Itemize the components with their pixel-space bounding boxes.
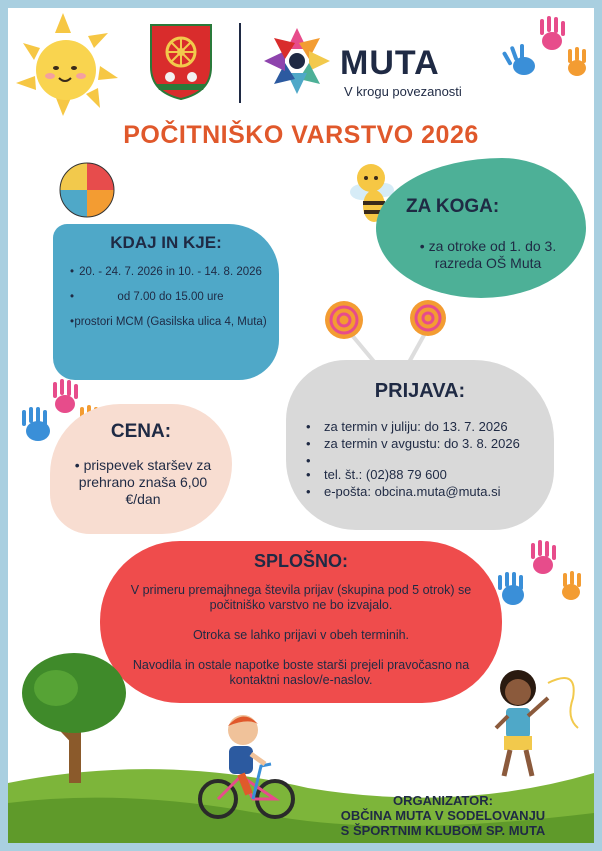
list-item: • tel. št.: (02)88 79 600 [306, 466, 556, 483]
list-item: • prostori MCM (Gasilska ulica 4, Muta) [68, 316, 273, 328]
sun-icon [8, 8, 128, 118]
cena-heading: CENA: [110, 421, 172, 442]
list-item: • za termin v avgustu: do 3. 8. 2026 [306, 435, 556, 452]
splosno-paragraph: Otroka se lahko prijavi v obeh terminih. [192, 628, 410, 642]
kdaj-in-kje-list [68, 266, 273, 341]
page-title: POČITNIŠKO VARSTVO 2026 [123, 121, 479, 149]
organizer-name: OBČINA MUTA V SODELOVANJU [340, 808, 546, 823]
za-koga-heading: ZA KOGA: [406, 196, 500, 217]
splosno-heading: SPLOŠNO: [253, 551, 348, 571]
tree-icon [16, 648, 136, 788]
header-divider [239, 23, 241, 103]
splosno-paragraph: V primeru premajhnega števila prijav (skupina pod 5 otrok) se počitniško varstvo ne bo izvajalo. [130, 583, 472, 612]
splosno-text [108, 583, 494, 688]
prijava-heading: PRIJAVA: [374, 380, 466, 402]
spacer [306, 452, 556, 466]
boy-on-bike-icon [193, 704, 298, 824]
organizer-label: ORGANIZATOR: [393, 793, 493, 808]
za-koga-panel [376, 158, 586, 298]
girl-with-ribbon-icon [478, 658, 588, 783]
cena-text: • prispevek staršev za prehrano znaša 6,00 €/dan [74, 457, 212, 507]
hand-prints-icon [488, 540, 588, 615]
list-item: • e-pošta: obcina.muta@muta.si [306, 483, 556, 500]
organizer-block [308, 793, 578, 838]
list-item: • od 7.00 do 15.00 ure [68, 291, 273, 303]
list-item: • za termin v juliju: do 13. 7. 2026 [306, 418, 556, 435]
list-item: • 20. - 24. 7. 2026 in 10. - 14. 8. 2026 [68, 266, 273, 278]
brand-name: MUTA [340, 44, 440, 82]
muta-flower-logo-icon [262, 26, 332, 96]
kdaj-in-kje-heading: KDAJ IN KJE: [110, 233, 222, 252]
prijava-list [306, 418, 556, 500]
splosno-paragraph: Navodila in ostale napotke boste starši prejeli pravočasno na kontaktni naslov/e-naslov. [132, 658, 470, 687]
hand-prints-icon [502, 16, 592, 86]
organizer-partner: S ŠPORTNIM KLUBOM SP. MUTA [340, 823, 546, 838]
coat-of-arms-icon [148, 22, 214, 102]
brand-tagline: V krogu povezanosti [344, 84, 462, 99]
poster [8, 8, 594, 843]
za-koga-text: • za otroke od 1. do 3. razreda OŠ Muta [419, 238, 557, 271]
beach-ball-icon [58, 161, 116, 219]
